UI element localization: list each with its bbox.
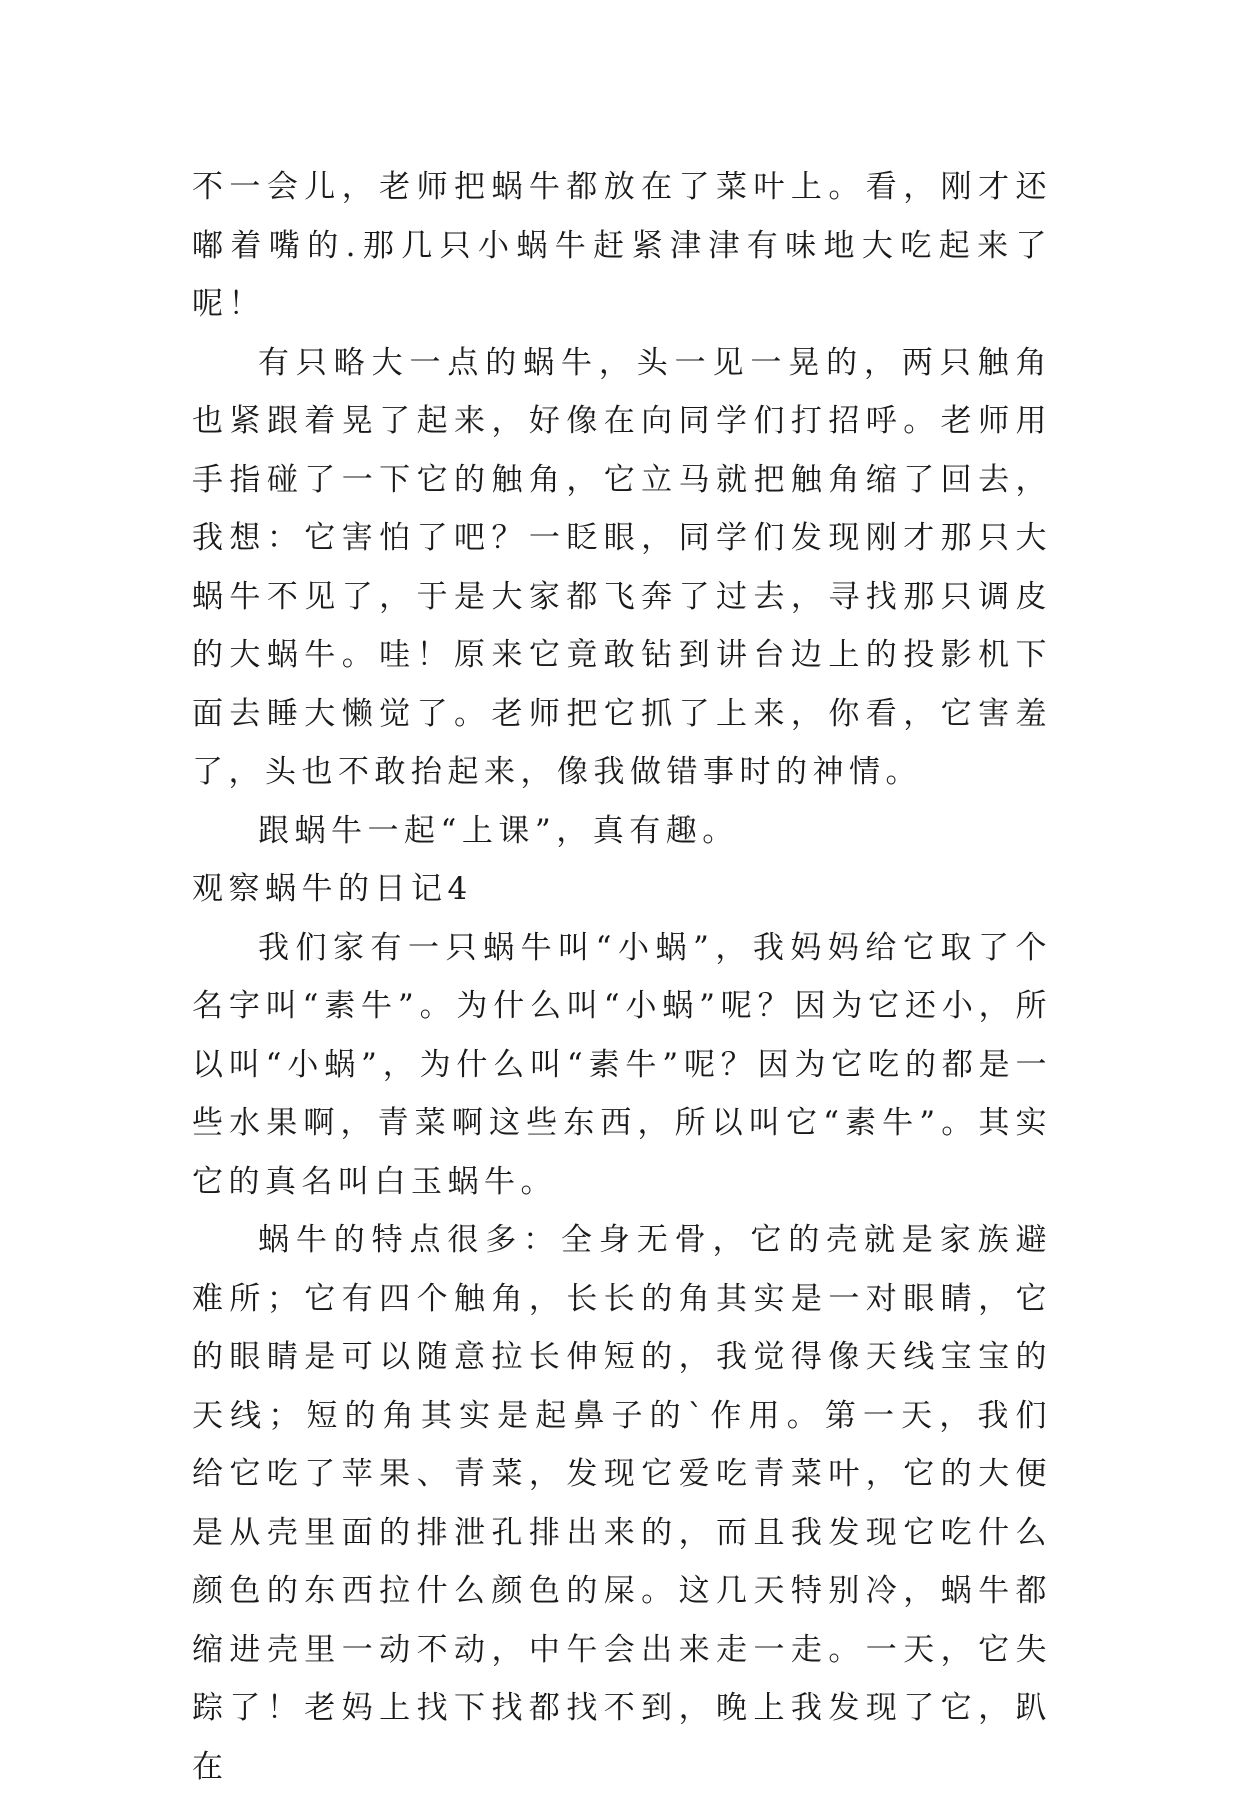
text-line: 我们家有一只蜗牛叫“小蜗”，我妈妈给它取了个名字 [192, 929, 1052, 1024]
document-body [192, 158, 1052, 1796]
paragraph-2 [192, 334, 1052, 802]
paragraph-5 [192, 1211, 1052, 1796]
text-line: 起鼻子的`作用。第一天，我们给它吃了苹果、青菜，发现 [192, 1397, 1053, 1492]
text-line: 一眨眼，同学们发现刚才那只大蜗牛不见了，于是大家都飞 [192, 520, 1053, 615]
text-line: 蜗牛。 [447, 1163, 557, 1200]
text-line: 跟蜗牛一起“上课”，真有趣。 [258, 812, 739, 849]
heading-text: 观察蜗牛的日记4 [192, 871, 473, 907]
text-line: 着晃了起来，好像在向同学们打招呼。老师用手指碰了一下 [192, 403, 1052, 498]
paragraph-1 [192, 158, 1052, 334]
text-line: 且我发现它吃什么颜色的东西拉什么颜色的屎。这几天特别 [192, 1514, 1053, 1609]
paragraph-3 [192, 802, 1052, 861]
text-line: 叫“素牛”。为什么叫“小蜗”呢？因为它还小，所以叫“小 [192, 988, 1053, 1083]
paragraph-4 [192, 919, 1052, 1212]
text-line: 的.那几只小蜗牛赶紧津津有味地大吃起来了呢！ [192, 227, 1053, 322]
text-line: 它失踪了！老妈上找下找都找不到，晚上我发现了它，趴在 [192, 1631, 1053, 1785]
text-line: 它爱吃青菜叶，它的大便是从壳里面的排泄孔排出来的，而 [192, 1456, 1053, 1551]
section-heading [192, 860, 1052, 919]
text-line: 奔了过去，寻找那只调皮的大蜗牛。哇！原来它竟敢钻到讲 [192, 578, 1053, 673]
text-line: 青菜啊这些东西，所以叫它“素牛”。其实它的真名叫白玉 [192, 1105, 1052, 1200]
text-line: 不一会儿，老师把蜗牛都放在了菜叶上。看，刚才还嘟着嘴 [192, 169, 1052, 264]
text-line: 它有四个触角，长长的角其实是一对眼睛，它的眼睛是可以 [192, 1280, 1053, 1375]
text-line: 随意拉长伸短的，我觉得像天线宝宝的天线；短的角其实是 [192, 1339, 1053, 1434]
text-line: 有只略大一点的蜗牛，头一见一晃的，两只触角也紧跟 [192, 344, 1052, 439]
text-line: 蜗”，为什么叫“素牛”呢？因为它吃的都是一些水果啊， [192, 1046, 1052, 1141]
text-line: 看，它害羞了，头也不敢抬起来，像我做错事时的神情。 [192, 695, 1053, 790]
text-line: 冷，蜗牛都缩进壳里一动不动，中午会出来走一走。一天， [192, 1573, 1053, 1668]
text-line: 蜗牛的特点很多：全身无骨，它的壳就是家族避难所； [192, 1222, 1052, 1317]
text-line: 台边上的投影机下面去睡大懒觉了。老师把它抓了上来，你 [192, 637, 1053, 732]
text-line: 它的触角，它立马就把触角缩了回去，我想：它害怕了吧？ [192, 461, 1053, 556]
